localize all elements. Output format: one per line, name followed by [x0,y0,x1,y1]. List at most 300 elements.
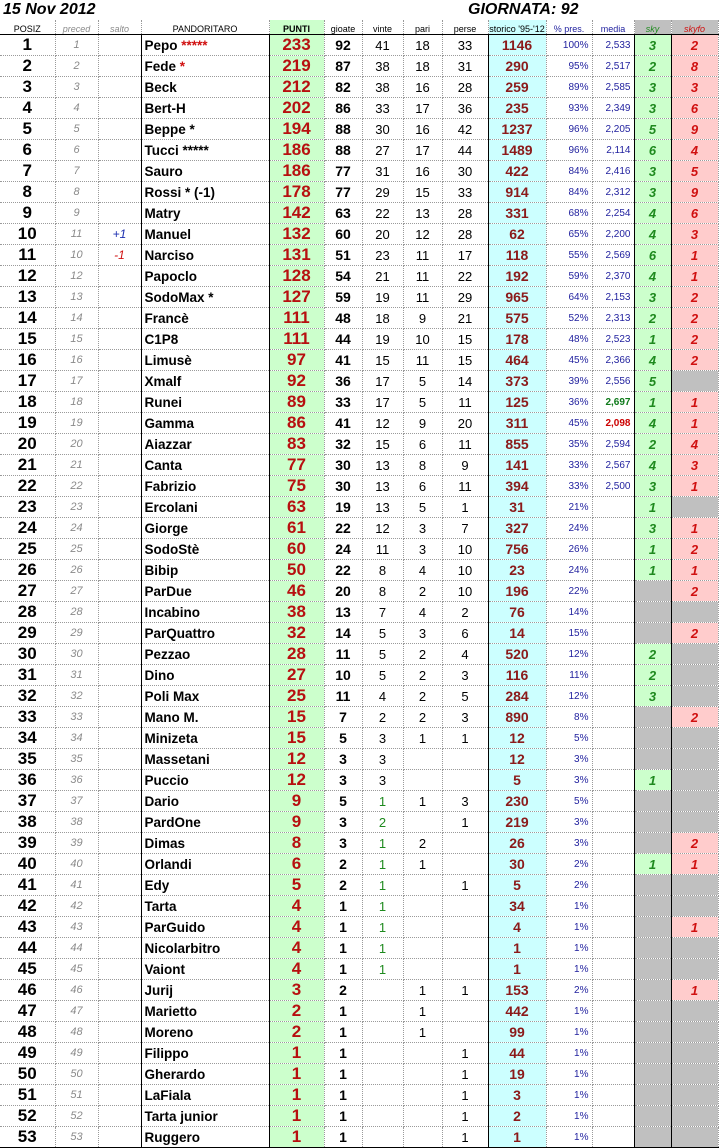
table-row [0,497,718,518]
losses-cell: 10 [442,560,488,581]
presence-pct-cell: 39% [546,371,592,392]
table-row [0,623,718,644]
player-name-cell [141,455,269,476]
previous-position-cell: 30 [55,644,98,665]
skyfo-cell: 9 [671,119,718,140]
player-name-cell [141,1022,269,1043]
player-name-cell [141,98,269,119]
played-cell: 2 [324,854,362,875]
historic-cell: 12 [488,728,546,749]
played-cell: 44 [324,329,362,350]
player-name-cell [141,371,269,392]
previous-position-cell: 21 [55,455,98,476]
player-name-cell [141,770,269,791]
player-name: Gherardo [144,1066,206,1082]
historic-cell: 192 [488,266,546,287]
draws-cell [403,938,442,959]
played-cell: 3 [324,812,362,833]
losses-cell [442,854,488,875]
points-cell: 186 [269,161,324,182]
player-name-cell [141,938,269,959]
draws-cell: 4 [403,602,442,623]
draws-cell: 2 [403,644,442,665]
skyfo-cell [671,728,718,749]
draws-cell [403,1043,442,1064]
position-cell: 18 [0,392,55,413]
table-row [0,938,718,959]
table-row [0,560,718,581]
player-name: Papoclo [144,268,198,284]
wins-cell: 3 [362,728,403,749]
losses-cell [442,833,488,854]
presence-pct-cell: 2% [546,854,592,875]
played-cell: 7 [324,707,362,728]
sky-cell: 2 [634,308,671,329]
position-cell: 11 [0,245,55,266]
previous-position-cell: 52 [55,1106,98,1127]
average-cell: 2,313 [592,308,634,329]
average-cell: 2,370 [592,266,634,287]
historic-cell: 2 [488,1106,546,1127]
presence-pct-cell: 11% [546,665,592,686]
presence-pct-cell: 1% [546,1085,592,1106]
skyfo-cell [671,875,718,896]
losses-cell: 42 [442,119,488,140]
player-name-cell [141,749,269,770]
player-name-cell [141,959,269,980]
played-cell: 24 [324,539,362,560]
player-stars: ***** [181,37,208,53]
losses-cell [442,917,488,938]
historic-cell: 1237 [488,119,546,140]
sky-cell: 6 [634,245,671,266]
draws-cell [403,917,442,938]
losses-cell: 33 [442,35,488,56]
player-name: Sauro [144,163,183,179]
position-change-cell [98,497,141,518]
player-name-cell [141,854,269,875]
historic-cell: 965 [488,287,546,308]
skyfo-cell: 2 [671,539,718,560]
table-row [0,707,718,728]
skyfo-cell: 1 [671,476,718,497]
presence-pct-cell: 36% [546,392,592,413]
losses-cell: 11 [442,434,488,455]
sky-cell: 1 [634,854,671,875]
presence-pct-cell: 8% [546,707,592,728]
table-row [0,1127,718,1148]
previous-position-cell: 40 [55,854,98,875]
draws-cell: 6 [403,476,442,497]
sky-cell: 3 [634,98,671,119]
wins-cell: 1 [362,854,403,875]
player-name-cell [141,665,269,686]
skyfo-cell [671,1085,718,1106]
draws-cell: 3 [403,518,442,539]
presence-pct-cell: 93% [546,98,592,119]
col-header-pres: % pres. [546,20,592,35]
sky-cell: 2 [634,665,671,686]
position-change-cell [98,791,141,812]
losses-cell: 17 [442,245,488,266]
table-row [0,833,718,854]
historic-cell: 373 [488,371,546,392]
average-cell [592,1106,634,1127]
player-name: Marietto [144,1003,198,1019]
position-change-cell [98,1064,141,1085]
presence-pct-cell: 5% [546,791,592,812]
skyfo-cell: 6 [671,98,718,119]
table-row [0,539,718,560]
presence-pct-cell: 1% [546,1022,592,1043]
presence-pct-cell: 1% [546,917,592,938]
historic-cell: 235 [488,98,546,119]
skyfo-cell: 4 [671,140,718,161]
skyfo-cell [671,959,718,980]
average-cell: 2,517 [592,56,634,77]
previous-position-cell: 48 [55,1022,98,1043]
player-name: C1P8 [144,331,179,347]
points-cell: 50 [269,560,324,581]
position-change-cell [98,371,141,392]
sky-cell: 2 [634,644,671,665]
points-cell: 15 [269,728,324,749]
position-cell: 3 [0,77,55,98]
historic-cell: 575 [488,308,546,329]
position-cell: 34 [0,728,55,749]
losses-cell: 3 [442,707,488,728]
sky-cell: 3 [634,686,671,707]
previous-position-cell: 29 [55,623,98,644]
wins-cell: 17 [362,392,403,413]
skyfo-cell [671,896,718,917]
wins-cell: 17 [362,371,403,392]
skyfo-cell: 4 [671,434,718,455]
position-change-cell [98,581,141,602]
previous-position-cell: 10 [55,245,98,266]
average-cell [592,854,634,875]
historic-cell: 5 [488,875,546,896]
table-row [0,413,718,434]
table-row [0,476,718,497]
player-name: Dimas [144,835,186,851]
position-change-cell [98,56,141,77]
played-cell: 77 [324,161,362,182]
previous-position-cell: 1 [55,35,98,56]
previous-position-cell: 53 [55,1127,98,1148]
player-name: Minizeta [144,730,198,746]
player-name: Moreno [144,1024,194,1040]
player-name-cell [141,245,269,266]
table-row [0,182,718,203]
skyfo-cell: 1 [671,560,718,581]
table-row [0,581,718,602]
average-cell [592,1043,634,1064]
draws-cell: 1 [403,1001,442,1022]
skyfo-cell: 2 [671,329,718,350]
position-change-cell [98,728,141,749]
wins-cell: 8 [362,581,403,602]
historic-cell: 30 [488,854,546,875]
player-name: Francè [144,310,189,326]
average-cell: 2,533 [592,35,634,56]
position-cell: 45 [0,959,55,980]
previous-position-cell: 37 [55,791,98,812]
points-cell: 202 [269,98,324,119]
draws-cell [403,959,442,980]
report-date: 15 Nov 2012 [3,1,96,18]
points-cell: 2 [269,1001,324,1022]
played-cell: 1 [324,938,362,959]
played-cell: 54 [324,266,362,287]
average-cell [592,1022,634,1043]
sky-cell [634,1085,671,1106]
wins-cell [362,1085,403,1106]
average-cell: 2,523 [592,329,634,350]
average-cell [592,1127,634,1148]
sky-cell [634,707,671,728]
draws-cell: 1 [403,1022,442,1043]
losses-cell: 7 [442,518,488,539]
average-cell: 2,205 [592,119,634,140]
position-cell: 17 [0,371,55,392]
position-cell: 2 [0,56,55,77]
skyfo-cell [671,938,718,959]
presence-pct-cell: 1% [546,1001,592,1022]
average-cell: 2,254 [592,203,634,224]
points-cell: 4 [269,959,324,980]
player-name-cell [141,539,269,560]
losses-cell: 31 [442,56,488,77]
draws-cell: 3 [403,623,442,644]
previous-position-cell: 49 [55,1043,98,1064]
historic-cell: 327 [488,518,546,539]
sky-cell [634,959,671,980]
sky-cell: 3 [634,182,671,203]
position-cell: 19 [0,413,55,434]
table-row [0,854,718,875]
draws-cell: 2 [403,707,442,728]
historic-cell: 34 [488,896,546,917]
wins-cell: 19 [362,329,403,350]
played-cell: 41 [324,413,362,434]
played-cell: 20 [324,581,362,602]
skyfo-cell [671,602,718,623]
wins-cell: 13 [362,476,403,497]
sky-cell: 3 [634,161,671,182]
historic-cell: 284 [488,686,546,707]
sky-cell [634,875,671,896]
wins-cell: 7 [362,602,403,623]
skyfo-cell: 1 [671,245,718,266]
col-header-name: PANDORITARO [141,20,269,35]
position-change-cell [98,308,141,329]
position-change-cell [98,98,141,119]
position-change-cell [98,476,141,497]
points-cell: 12 [269,749,324,770]
points-cell: 32 [269,623,324,644]
historic-cell: 394 [488,476,546,497]
average-cell [592,1085,634,1106]
presence-pct-cell: 59% [546,266,592,287]
losses-cell: 28 [442,77,488,98]
historic-cell: 4 [488,917,546,938]
presence-pct-cell: 100% [546,35,592,56]
historic-cell: 153 [488,980,546,1001]
presence-pct-cell: 1% [546,896,592,917]
draws-cell: 3 [403,539,442,560]
presence-pct-cell: 1% [546,1064,592,1085]
wins-cell: 1 [362,917,403,938]
presence-pct-cell: 24% [546,518,592,539]
table-row [0,917,718,938]
col-header-perse: perse [442,20,488,35]
draws-cell: 1 [403,791,442,812]
points-cell: 194 [269,119,324,140]
skyfo-cell [671,1022,718,1043]
sky-cell [634,917,671,938]
player-name: Vaiont [144,961,186,977]
player-name-cell [141,875,269,896]
table-row [0,1043,718,1064]
played-cell: 41 [324,350,362,371]
previous-position-cell: 25 [55,539,98,560]
average-cell [592,896,634,917]
draws-cell [403,1085,442,1106]
presence-pct-cell: 12% [546,644,592,665]
draws-cell [403,812,442,833]
player-name: Xmalf [144,373,182,389]
position-cell: 26 [0,560,55,581]
presence-pct-cell: 68% [546,203,592,224]
average-cell [592,665,634,686]
losses-cell: 1 [442,1085,488,1106]
position-cell: 15 [0,329,55,350]
average-cell: 2,312 [592,182,634,203]
skyfo-cell: 1 [671,413,718,434]
presence-pct-cell: 24% [546,560,592,581]
played-cell: 1 [324,1064,362,1085]
average-cell [592,812,634,833]
wins-cell [362,1001,403,1022]
position-change-cell [98,623,141,644]
position-change-cell [98,1043,141,1064]
previous-position-cell: 23 [55,497,98,518]
wins-cell: 12 [362,413,403,434]
player-name-cell [141,434,269,455]
presence-pct-cell: 35% [546,434,592,455]
position-cell: 31 [0,665,55,686]
table-row [0,896,718,917]
points-cell: 219 [269,56,324,77]
sky-cell: 1 [634,539,671,560]
position-cell: 53 [0,1127,55,1148]
position-change-cell [98,287,141,308]
previous-position-cell: 46 [55,980,98,1001]
draws-cell: 16 [403,119,442,140]
presence-pct-cell: 95% [546,56,592,77]
played-cell: 32 [324,434,362,455]
presence-pct-cell: 3% [546,812,592,833]
points-cell: 128 [269,266,324,287]
draws-cell [403,770,442,791]
skyfo-cell [671,749,718,770]
average-cell [592,728,634,749]
previous-position-cell: 3 [55,77,98,98]
position-cell: 44 [0,938,55,959]
wins-cell: 22 [362,203,403,224]
losses-cell: 3 [442,665,488,686]
played-cell: 87 [324,56,362,77]
points-cell: 111 [269,308,324,329]
presence-pct-cell: 5% [546,728,592,749]
skyfo-cell: 2 [671,35,718,56]
historic-cell: 442 [488,1001,546,1022]
points-cell: 111 [269,329,324,350]
losses-cell [442,1022,488,1043]
player-name-cell [141,1085,269,1106]
losses-cell [442,770,488,791]
player-name-cell [141,224,269,245]
col-header-salto: salto [98,20,141,35]
points-cell: 127 [269,287,324,308]
presence-pct-cell: 3% [546,770,592,791]
skyfo-cell [671,770,718,791]
position-change-cell [98,392,141,413]
presence-pct-cell: 21% [546,497,592,518]
average-cell [592,791,634,812]
draws-cell: 5 [403,497,442,518]
sky-cell [634,1106,671,1127]
losses-cell: 15 [442,329,488,350]
sky-cell: 2 [634,56,671,77]
skyfo-cell: 3 [671,455,718,476]
sky-cell: 3 [634,77,671,98]
sky-cell: 2 [634,434,671,455]
skyfo-cell: 8 [671,56,718,77]
average-cell: 2,567 [592,455,634,476]
losses-cell [442,938,488,959]
losses-cell: 20 [442,413,488,434]
player-name: Rossi * (-1) [144,184,216,200]
draws-cell: 8 [403,455,442,476]
points-cell: 1 [269,1085,324,1106]
points-cell: 131 [269,245,324,266]
previous-position-cell: 39 [55,833,98,854]
position-cell: 27 [0,581,55,602]
previous-position-cell: 28 [55,602,98,623]
col-header-vinte: vinte [362,20,403,35]
table-row [0,959,718,980]
previous-position-cell: 7 [55,161,98,182]
player-name: Fabrizio [144,478,197,494]
average-cell [592,602,634,623]
position-change-cell [98,434,141,455]
wins-cell: 13 [362,497,403,518]
table-row [0,644,718,665]
points-cell: 28 [269,644,324,665]
previous-position-cell: 50 [55,1064,98,1085]
draws-cell: 1 [403,854,442,875]
losses-cell: 1 [442,497,488,518]
previous-position-cell: 47 [55,1001,98,1022]
position-cell: 28 [0,602,55,623]
player-name-cell [141,140,269,161]
previous-position-cell: 22 [55,476,98,497]
table-row [0,98,718,119]
draws-cell: 2 [403,665,442,686]
played-cell: 22 [324,560,362,581]
